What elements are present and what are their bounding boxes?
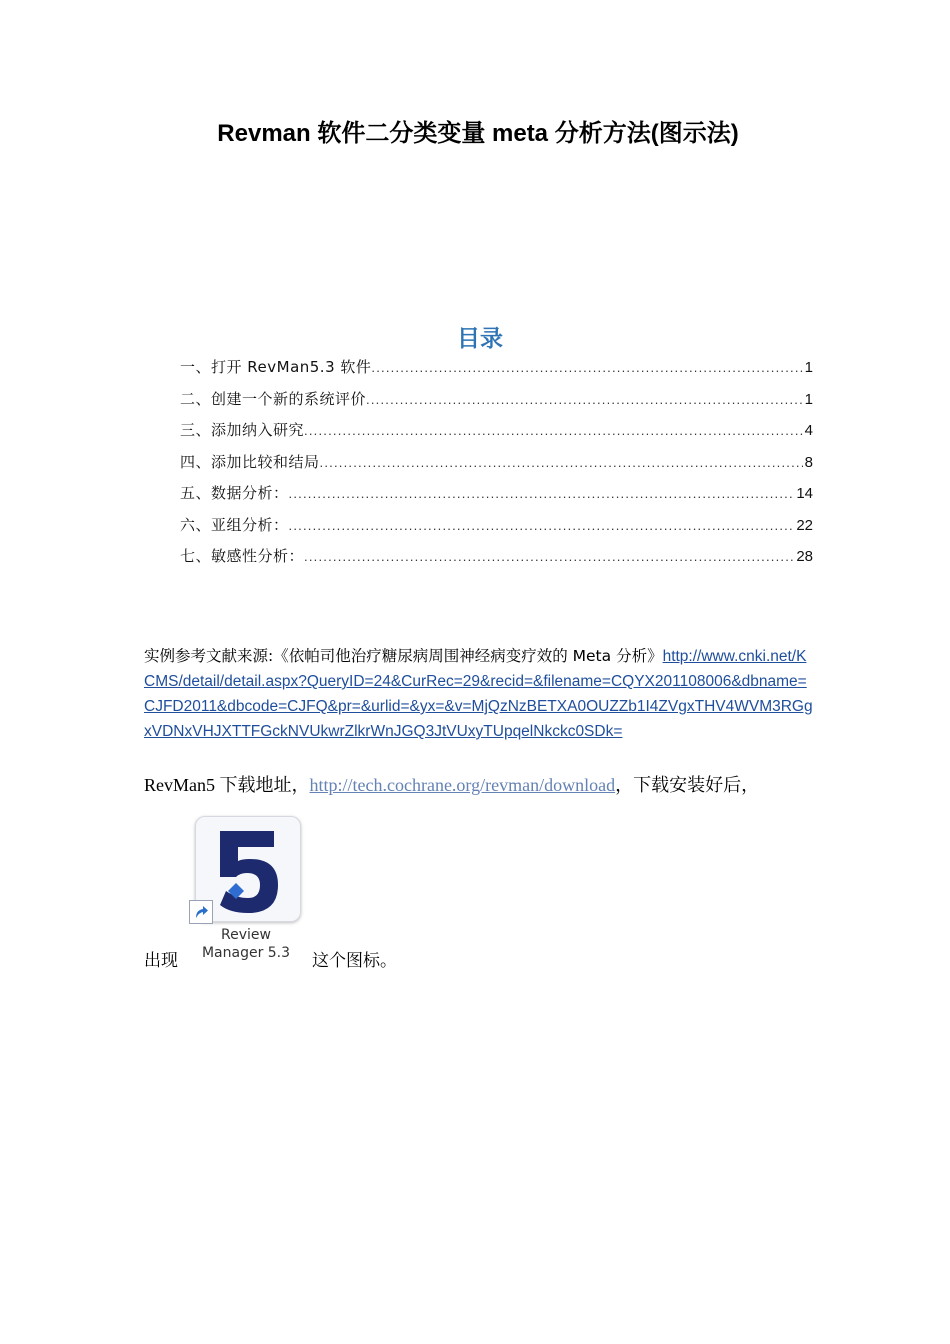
toc-entry[interactable] — [180, 542, 813, 574]
toc-dot-leader — [304, 417, 803, 445]
toc-entry-label: 三、添加纳入研究 — [180, 421, 305, 439]
download-link[interactable]: http://tech.cochrane.org/revman/download — [309, 775, 616, 795]
toc-entry-label: 四、添加比较和结局 — [180, 452, 320, 471]
reference-source-text: 实例参考文献来源:《依帕司他治疗糖尿病周围神经病变疗效的 Meta 分析》 — [144, 647, 663, 665]
toc-heading: 目录 — [457, 326, 503, 352]
document-title: Revman 软件二分类变量 meta 分析方法(图示法) — [217, 120, 739, 147]
toc-entry-label: 七、敏感性分析： — [180, 547, 305, 565]
toc-entry[interactable] — [180, 385, 813, 417]
app-icon-caption-line: Manager 5.3 — [201, 945, 291, 961]
download-paragraph — [144, 771, 824, 799]
toc-entry-label: 五、数据分析： — [180, 484, 289, 502]
toc-dot-leader — [289, 512, 795, 540]
toc-entry-label: 二、创建一个新的系统评价 — [180, 389, 367, 408]
toc-entry-page: 14 — [796, 485, 813, 502]
toc-entry[interactable] — [180, 448, 813, 480]
toc-entry-page: 1 — [804, 359, 813, 376]
app-icon-caption-line: Review — [221, 927, 271, 943]
toc-entry-label: 六、亚组分析： — [180, 515, 289, 534]
toc-entry-page: 8 — [804, 453, 813, 471]
appear-prefix-text: 出现 — [144, 951, 178, 971]
toc-entry[interactable] — [180, 416, 813, 448]
review-manager-shortcut[interactable] — [186, 812, 306, 970]
toc-dot-leader — [371, 354, 802, 382]
appear-suffix-text: 这个图标。 — [312, 951, 397, 971]
app-icon-caption — [186, 926, 306, 962]
download-suffix-text: ，下载安装好后， — [615, 775, 760, 795]
toc-entry[interactable] — [180, 353, 813, 385]
reference-paragraph — [144, 644, 816, 744]
download-prefix-text: RevMan5 下载地址， — [144, 775, 310, 795]
toc-entry-page: 4 — [804, 422, 813, 439]
toc-entry-page: 1 — [804, 390, 813, 408]
toc-entry[interactable] — [180, 511, 813, 543]
toc-entry-label: 一、打开 RevMan5.3 软件 — [180, 358, 372, 376]
toc-dot-leader — [366, 386, 803, 414]
reference-link[interactable]: http://www.cnki.net/KCMS/detail/detail.aspx?QueryID=24&CurRec=29&recid=&filename=CQYX201108006&dbname=CJFD2011&dbcode=CJFQ&pr=&urlid=&yx=&v=MjQzNzBETXA0OUZZb1I4ZVgxTHV4WVM3RGgxVDNxVHJXTTFGckNVUkwrZlkrWnJGQ3JtVUxyTUpqelNkckc0SDk= — [144, 648, 813, 740]
toc-entry[interactable] — [180, 479, 813, 511]
toc-entry-page: 22 — [796, 516, 813, 534]
toc-dot-leader — [320, 449, 803, 477]
toc-dot-leader — [289, 480, 795, 508]
shortcut-arrow-icon — [189, 900, 213, 924]
toc-entry-page: 28 — [796, 548, 813, 565]
table-of-contents — [180, 353, 813, 574]
toc-dot-leader — [304, 543, 794, 571]
